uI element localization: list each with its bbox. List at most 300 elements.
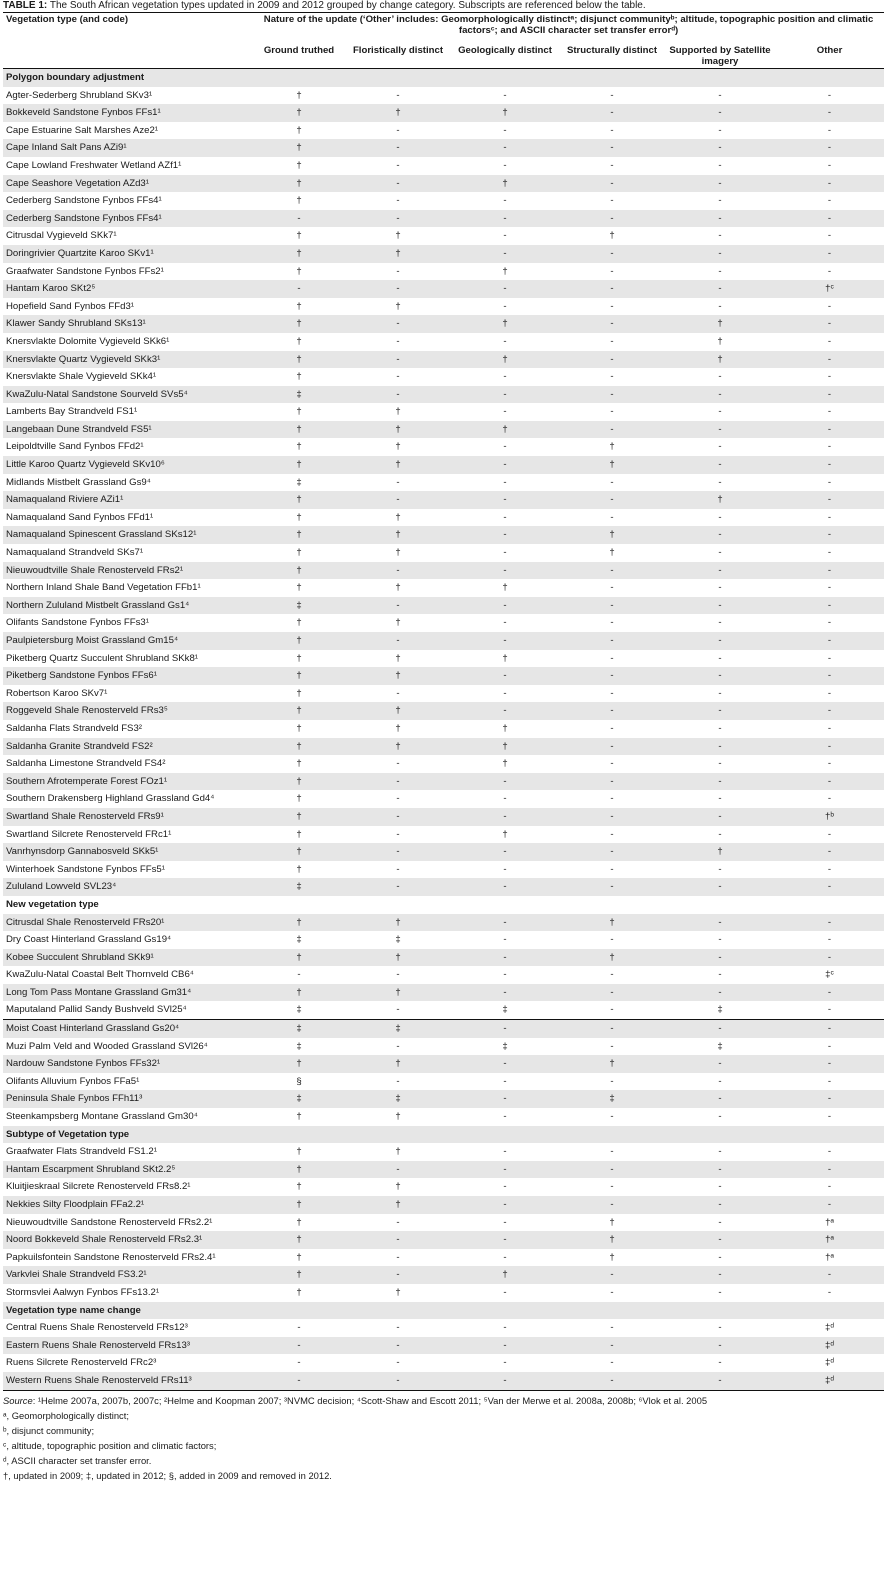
mark-cell: †: [253, 1266, 345, 1284]
vegetation-name-cell: Northern Inland Shale Band Vegetation FFb1¹: [6, 582, 201, 594]
mark-cell: -: [665, 456, 775, 474]
mark-cell: -: [718, 722, 722, 734]
mark-cell: †: [395, 1181, 401, 1193]
table-row: [3, 245, 884, 263]
mark-cell: -: [827, 441, 832, 453]
mark-cell: -: [665, 1161, 775, 1179]
mark-cell: ‡: [296, 1004, 302, 1016]
table-row: [3, 1001, 884, 1019]
mark-cell: -: [718, 300, 722, 312]
table-row: [3, 421, 884, 439]
mark-cell: †: [451, 1266, 559, 1284]
mark-cell: -: [503, 793, 507, 805]
mark-cell: -: [718, 124, 722, 136]
mark-cell: †: [665, 315, 775, 333]
mark-cell: -: [610, 159, 614, 171]
mark-cell: †: [296, 195, 302, 207]
mark-cell: -: [451, 808, 559, 826]
mark-cell: -: [827, 1146, 832, 1158]
table-row: [3, 650, 884, 668]
mark-cell: †: [395, 511, 401, 523]
mark-cell: †: [502, 582, 508, 594]
mark-cell: †: [253, 1161, 345, 1179]
mark-cell: -: [827, 863, 832, 875]
mark-cell: †: [451, 175, 559, 193]
table-row: [3, 104, 884, 122]
vegetation-name-cell: Piketberg Quartz Succulent Shrubland SKk8¹: [6, 652, 198, 664]
mark-cell: ‡ᵈ: [825, 1322, 835, 1334]
mark-cell: †: [296, 406, 302, 418]
mark-cell: -: [503, 371, 507, 383]
table-row: [3, 1038, 884, 1056]
mark-cell: †: [502, 828, 508, 840]
vegetation-name-cell: Western Ruens Shale Renosterveld FRs11³: [3, 1372, 253, 1390]
caption-text: The South African vegetation types updated in 2009 and 2012 grouped by change category. Subscripts are referenced below the table.: [49, 0, 646, 11]
mark-cell: -: [775, 1196, 884, 1214]
column-header: Ground truthed: [253, 42, 345, 69]
mark-cell: -: [345, 843, 451, 861]
mark-cell: -: [559, 280, 665, 298]
mark-cell: ‡: [296, 934, 302, 946]
mark-cell: †ᵃ: [825, 1216, 834, 1228]
mark-cell: -: [610, 406, 614, 418]
mark-cell: -: [451, 1196, 559, 1214]
mark-cell: -: [718, 934, 722, 946]
mark-cell: -: [665, 773, 775, 791]
table-row: [3, 1055, 884, 1073]
mark-cell: -: [775, 456, 884, 474]
mark-cell: †: [559, 526, 665, 544]
mark-cell: -: [503, 934, 507, 946]
mark-cell: †: [296, 511, 302, 523]
mark-cell: †: [296, 687, 302, 699]
mark-cell: -: [503, 300, 507, 312]
mark-cell: †: [395, 547, 401, 559]
table-row: [3, 1020, 884, 1038]
vegetation-name-cell: Muzi Palm Veld and Wooded Grassland SVl26⁴: [6, 1040, 208, 1052]
section-header-row: [3, 896, 884, 914]
mark-cell: †: [345, 949, 451, 967]
mark-cell: -: [718, 230, 722, 242]
mark-cell: †: [253, 984, 345, 1002]
section-title: Polygon boundary adjustment: [3, 69, 884, 87]
mark-cell: -: [345, 386, 451, 404]
table-body: [3, 69, 884, 1391]
mark-cell: -: [503, 195, 507, 207]
mark-cell: -: [503, 1286, 507, 1298]
mark-cell: -: [827, 511, 832, 523]
mark-cell: -: [610, 969, 614, 981]
table-row: [3, 562, 884, 580]
mark-cell: -: [665, 210, 775, 228]
column-header: Floristically distinct: [345, 42, 451, 69]
mark-cell: -: [396, 1040, 400, 1052]
mark-cell: -: [559, 1372, 665, 1390]
mark-cell: †: [253, 702, 345, 720]
mark-cell: -: [610, 863, 614, 875]
mark-cell: -: [559, 667, 665, 685]
table-row: [3, 544, 884, 562]
mark-cell: †: [253, 139, 345, 157]
vegetation-name-cell: Hopefield Sand Fynbos FFd3¹: [6, 300, 134, 312]
mark-cell: ‡: [253, 386, 345, 404]
mark-cell: †ᶜ: [775, 280, 884, 298]
mark-cell: †: [609, 1251, 615, 1263]
source-note: [3, 1393, 884, 1408]
mark-cell: †: [665, 843, 775, 861]
source-text: : ¹Helme 2007a, 2007b, 2007c; ²Helme and Koopman 2007; ³NVMC decision; ⁴Scott-Shaw and Escott 2011; ⁵Van der Merwe et al. 2008a, 2008b; ⁶Vlok et al. 2005: [32, 1394, 708, 1406]
mark-cell: -: [775, 773, 884, 791]
mark-cell: ‡: [253, 1090, 345, 1108]
mark-cell: †: [253, 351, 345, 369]
mark-cell: ‡ᵈ: [775, 1372, 884, 1390]
mark-cell: †: [296, 1286, 302, 1298]
table-row: [3, 1231, 884, 1249]
vegetation-name-cell: Saldanha Limestone Strandveld FS4²: [6, 758, 166, 770]
mark-cell: -: [665, 1055, 775, 1073]
vegetation-name-cell: Cape Inland Salt Pans AZi9¹: [3, 139, 253, 157]
mark-cell: -: [451, 1337, 559, 1355]
mark-cell: -: [665, 914, 775, 932]
mark-cell: -: [503, 863, 507, 875]
mark-cell: -: [718, 265, 722, 277]
mark-cell: -: [345, 808, 451, 826]
vegetation-name-cell: KwaZulu-Natal Sandstone Sourveld SVs5⁴: [3, 386, 253, 404]
mark-cell: -: [451, 878, 559, 896]
mark-cell: -: [775, 491, 884, 509]
mark-cell: -: [665, 1020, 775, 1038]
mark-cell: †: [253, 1196, 345, 1214]
mark-cell: -: [827, 124, 832, 136]
mark-cell: -: [559, 878, 665, 896]
vegetation-name-cell: Long Tom Pass Montane Grassland Gm31⁴: [3, 984, 253, 1002]
vegetation-name-cell: Eastern Ruens Shale Renosterveld FRs13³: [3, 1337, 253, 1355]
vegetation-name-cell: Kluitjieskraal Silcrete Renosterveld FRs8.2¹: [6, 1181, 191, 1193]
mark-cell: †: [253, 738, 345, 756]
table-row: [3, 1196, 884, 1214]
mark-cell: -: [297, 969, 301, 981]
mark-cell: -: [503, 511, 507, 523]
mark-cell: †: [253, 808, 345, 826]
mark-cell: †: [296, 793, 302, 805]
mark-cell: -: [503, 617, 507, 629]
table-row: [3, 1073, 884, 1091]
table-row: [3, 122, 884, 140]
mark-cell: -: [503, 230, 507, 242]
mark-cell: -: [665, 702, 775, 720]
mark-cell: -: [451, 1231, 559, 1249]
mark-cell: -: [610, 1357, 614, 1369]
table-row: [3, 386, 884, 404]
mark-cell: -: [559, 491, 665, 509]
mark-cell: †: [395, 1286, 401, 1298]
mark-cell: -: [610, 1146, 614, 1158]
mark-cell: -: [503, 1357, 507, 1369]
vegetation-name-cell: Paulpietersburg Moist Grassland Gm15⁴: [3, 632, 253, 650]
mark-cell: -: [718, 1075, 722, 1087]
mark-cell: -: [665, 1337, 775, 1355]
vegetation-name-cell: Ruens Silcrete Renosterveld FRc2³: [6, 1357, 157, 1369]
vegetation-name-cell: Swartland Shale Renosterveld FRs9¹: [3, 808, 253, 826]
mark-cell: †: [296, 1146, 302, 1158]
mark-cell: -: [718, 863, 722, 875]
table-row: [3, 720, 884, 738]
mark-cell: †: [253, 949, 345, 967]
vegetation-name-cell: Northern Zululand Mistbelt Grassland Gs1⁴: [3, 597, 253, 615]
mark-cell: -: [827, 934, 832, 946]
table-row: [3, 263, 884, 281]
mark-cell: -: [775, 175, 884, 193]
mark-cell: -: [345, 632, 451, 650]
mark-cell: -: [665, 280, 775, 298]
mark-cell: -: [559, 984, 665, 1002]
mark-cell: ‡: [502, 1004, 508, 1016]
mark-cell: -: [503, 159, 507, 171]
mark-cell: †: [345, 421, 451, 439]
mark-cell: -: [718, 652, 722, 664]
mark-cell: †: [296, 652, 302, 664]
vegetation-name-cell: Dry Coast Hinterland Grassland Gs19⁴: [6, 934, 172, 946]
mark-cell: -: [297, 1357, 301, 1369]
mark-cell: -: [775, 526, 884, 544]
table-row: [3, 1108, 884, 1126]
mark-cell: ‡ᶜ: [825, 969, 834, 981]
mark-cell: -: [559, 738, 665, 756]
mark-cell: ‡: [296, 476, 302, 488]
mark-cell: †: [253, 843, 345, 861]
table-row: [3, 87, 884, 105]
vegetation-name-cell: Doringrivier Quartzite Karoo SKv1¹: [3, 245, 253, 263]
mark-cell: †: [395, 300, 401, 312]
section-title: New vegetation type: [6, 898, 99, 910]
table-row: [3, 984, 884, 1002]
mark-cell: †: [451, 104, 559, 122]
vegetation-name-cell: Vanrhynsdorp Gannabosveld SKk5¹: [3, 843, 253, 861]
mark-cell: -: [718, 159, 722, 171]
mark-cell: †ᵇ: [775, 808, 884, 826]
vegetation-name-cell: Namaqualand Strandveld SKs7¹: [6, 547, 144, 559]
column-header: Structurally distinct: [559, 42, 665, 69]
mark-cell: -: [827, 89, 832, 101]
mark-cell: -: [345, 351, 451, 369]
vegetation-name-cell: Cape Seashore Vegetation AZd3¹: [3, 175, 253, 193]
table-row: [3, 509, 884, 527]
mark-cell: -: [559, 351, 665, 369]
table-row: [3, 315, 884, 333]
mark-cell: -: [665, 597, 775, 615]
table-row: [3, 456, 884, 474]
mark-cell: -: [775, 210, 884, 228]
mark-cell: -: [345, 1372, 451, 1390]
mark-cell: -: [451, 667, 559, 685]
mark-cell: -: [396, 863, 400, 875]
mark-cell: -: [396, 1251, 400, 1263]
table-row: [3, 1143, 884, 1161]
mark-cell: -: [345, 878, 451, 896]
table-row: [3, 685, 884, 703]
mark-cell: -: [775, 878, 884, 896]
mark-cell: -: [396, 265, 400, 277]
vegetation-name-cell: Olifants Sandstone Fynbos FFs3¹: [6, 617, 149, 629]
mark-cell: -: [827, 230, 832, 242]
mark-cell: †: [559, 1231, 665, 1249]
vegetation-name-cell: Knersvlakte Dolomite Vygieveld SKk6¹: [6, 335, 170, 347]
mark-cell: -: [775, 1161, 884, 1179]
table-row: [3, 1214, 884, 1232]
mark-cell: †: [395, 230, 401, 242]
mark-cell: †: [502, 758, 508, 770]
mark-cell: -: [718, 406, 722, 418]
mark-cell: -: [610, 1004, 614, 1016]
mark-cell: -: [827, 1111, 832, 1123]
mark-cell: -: [827, 300, 832, 312]
mark-cell: -: [345, 1337, 451, 1355]
mark-cell: †: [502, 722, 508, 734]
vegetation-name-cell: Cederberg Sandstone Fynbos FFs4¹: [3, 210, 253, 228]
mark-cell: -: [396, 1216, 400, 1228]
mark-cell: -: [665, 386, 775, 404]
mark-cell: †: [345, 456, 451, 474]
mark-cell: †: [395, 582, 401, 594]
mark-cell: -: [665, 1196, 775, 1214]
mark-cell: -: [396, 1004, 400, 1016]
mark-cell: -: [559, 1161, 665, 1179]
table-row: [3, 474, 884, 492]
mark-cell: -: [775, 632, 884, 650]
vegetation-name-cell: Citrusdal Vygieveld SKk7¹: [6, 230, 117, 242]
mark-cell: †: [559, 914, 665, 932]
mark-cell: -: [559, 773, 665, 791]
vegetation-name-cell: Central Ruens Shale Renosterveld FRs12³: [6, 1322, 188, 1334]
mark-cell: -: [559, 386, 665, 404]
footnote: ᶜ, altitude, topographic position and climatic factors;: [3, 1439, 217, 1451]
caption-label: TABLE 1:: [3, 0, 48, 11]
table-row: [3, 579, 884, 597]
mark-cell: -: [559, 210, 665, 228]
vegetation-name-cell: Nardouw Sandstone Fynbos FFs32¹: [3, 1055, 253, 1073]
mark-cell: -: [345, 280, 451, 298]
mark-cell: -: [665, 878, 775, 896]
mark-cell: †: [296, 300, 302, 312]
mark-cell: -: [775, 1055, 884, 1073]
mark-cell: -: [665, 1231, 775, 1249]
mark-cell: †: [296, 265, 302, 277]
source-label: Source: [3, 1394, 33, 1406]
section-header-row: [3, 1126, 884, 1144]
mark-cell: -: [718, 687, 722, 699]
mark-cell: †: [345, 1055, 451, 1073]
table-row: [3, 438, 884, 456]
mark-cell: -: [297, 1322, 301, 1334]
mark-cell: †: [253, 562, 345, 580]
mark-cell: -: [253, 1337, 345, 1355]
table-row: [3, 1372, 884, 1390]
mark-cell: -: [451, 456, 559, 474]
mark-cell: †: [451, 315, 559, 333]
mark-cell: -: [665, 1090, 775, 1108]
vegetation-name-cell: KwaZulu-Natal Coastal Belt Thornveld CB6⁴: [6, 969, 194, 981]
table-row: [3, 1337, 884, 1355]
mark-cell: †: [395, 617, 401, 629]
vegetation-name-cell: Leipoldtville Sand Fynbos FFd2¹: [6, 441, 144, 453]
vegetation-name-cell: Zululand Lowveld SVL23⁴: [3, 878, 253, 896]
vegetation-name-cell: Knersvlakte Shale Vygieveld SKk4¹: [6, 371, 157, 383]
vegetation-name-cell: Saldanha Flats Strandveld FS3²: [6, 722, 142, 734]
table-row: [3, 790, 884, 808]
vegetation-name-cell: Little Karoo Quartz Vygieveld SKv10⁶: [3, 456, 253, 474]
table-row: [3, 1249, 884, 1267]
mark-cell: ‡: [559, 1090, 665, 1108]
mark-cell: -: [610, 617, 614, 629]
mark-cell: -: [827, 1286, 832, 1298]
mark-cell: -: [718, 582, 722, 594]
mark-cell: -: [718, 1357, 722, 1369]
mark-cell: †: [296, 441, 302, 453]
mark-cell: †: [253, 104, 345, 122]
vegetation-name-cell: Agter-Sederberg Shrubland SKv3¹: [6, 89, 153, 101]
mark-cell: -: [610, 124, 614, 136]
mark-cell: †: [559, 456, 665, 474]
mark-cell: †: [451, 351, 559, 369]
mark-cell: -: [503, 1146, 507, 1158]
mark-cell: -: [665, 1372, 775, 1390]
mark-cell: †: [296, 89, 302, 101]
vegetation-name-cell: Southern Drakensberg Highland Grassland Gd4⁴: [6, 793, 215, 805]
mark-cell: -: [775, 597, 884, 615]
vegetation-name-cell: Citrusdal Shale Renosterveld FRs20¹: [3, 914, 253, 932]
mark-cell: -: [610, 1322, 614, 1334]
mark-cell: †: [296, 230, 302, 242]
table-row: [3, 914, 884, 932]
mark-cell: -: [775, 738, 884, 756]
mark-cell: †: [451, 738, 559, 756]
mark-cell: †: [253, 667, 345, 685]
mark-cell: -: [503, 1181, 507, 1193]
column-header: Geologically distinct: [451, 42, 559, 69]
column-header: Supported by Satellite imagery: [665, 42, 775, 69]
mark-cell: -: [503, 441, 507, 453]
vegetation-name-cell: Noord Bokkeveld Shale Renosterveld FRs2.3¹: [3, 1231, 253, 1249]
mark-cell: -: [345, 315, 451, 333]
mark-cell: -: [827, 159, 832, 171]
vegetation-name-cell: Saldanha Granite Strandveld FS2²: [3, 738, 253, 756]
vegetation-table: [3, 12, 884, 1391]
mark-cell: -: [396, 758, 400, 770]
table-row: [3, 614, 884, 632]
mark-cell: †: [451, 421, 559, 439]
mark-cell: -: [827, 406, 832, 418]
mark-cell: -: [345, 1231, 451, 1249]
mark-cell: -: [503, 687, 507, 699]
mark-cell: -: [610, 265, 614, 277]
mark-cell: †: [296, 722, 302, 734]
mark-cell: †: [296, 758, 302, 770]
vegetation-name-cell: Namaqualand Sand Fynbos FFd1¹: [6, 511, 154, 523]
mark-cell: -: [345, 175, 451, 193]
mark-cell: -: [345, 491, 451, 509]
table-row: [3, 298, 884, 316]
mark-cell: -: [559, 843, 665, 861]
mark-cell: -: [610, 582, 614, 594]
table-row: [3, 351, 884, 369]
mark-cell: †: [665, 351, 775, 369]
mark-cell: -: [451, 386, 559, 404]
mark-cell: -: [775, 984, 884, 1002]
mark-cell: -: [451, 526, 559, 544]
mark-cell: †: [345, 104, 451, 122]
vegetation-name-cell: Maputaland Pallid Sandy Bushveld SVl25⁴: [6, 1004, 187, 1016]
vegetation-name-cell: Klawer Sandy Shrubland SKs13¹: [3, 315, 253, 333]
